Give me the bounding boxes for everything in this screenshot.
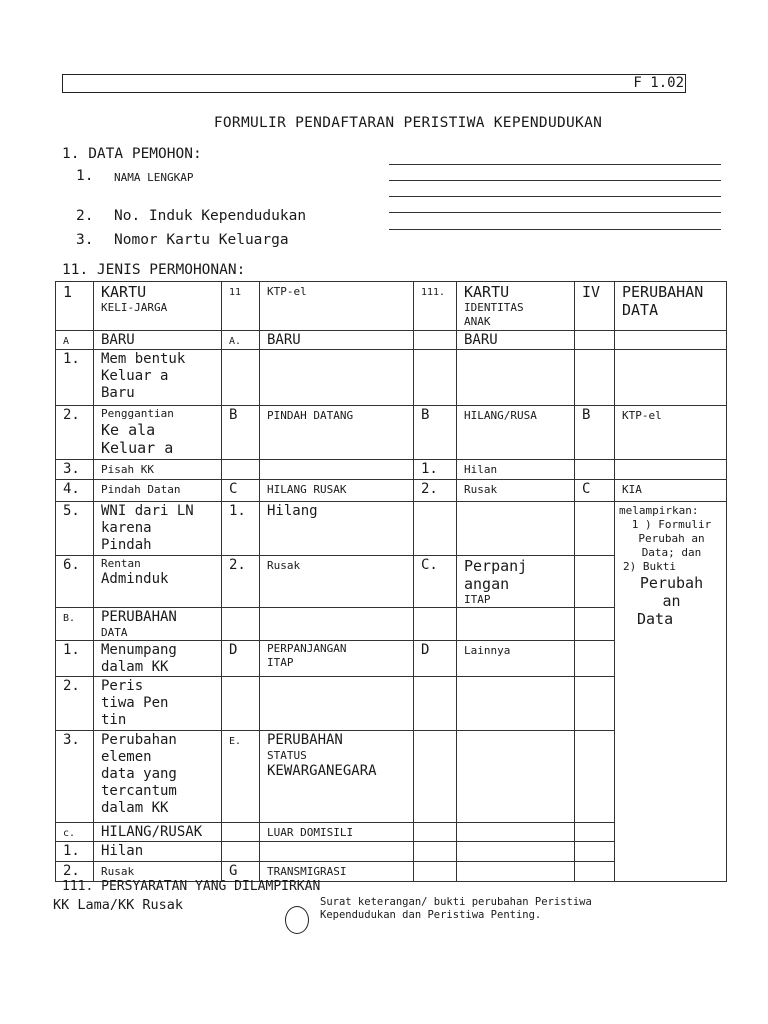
- ktp-kewarganegaraan-label: KEWARGANEGARA: [267, 763, 377, 779]
- kk-option-menumpang[interactable]: Menumpang dalam KK: [94, 641, 222, 677]
- row-num: 1.: [56, 350, 94, 406]
- requirement-note-line1: Surat keterangan/ bukti perubahan Peristiwa: [320, 896, 592, 908]
- ktp-option-perpanjangan-itap[interactable]: PERPANJANGAN ITAP: [267, 642, 347, 669]
- ktp-g-marker: G: [222, 862, 260, 882]
- request-type-table: [55, 281, 727, 882]
- note-line: melampirkan:: [619, 504, 699, 517]
- note-line: 2) Bukti: [623, 560, 676, 573]
- col2-num: 11: [229, 287, 242, 298]
- kk-option-pindah-datang[interactable]: Pindah Datan: [101, 483, 181, 496]
- ktp-option-luar-domisili[interactable]: LUAR DOMISILI: [267, 826, 354, 839]
- table-header-row: [56, 282, 727, 331]
- ktp-option-rusak[interactable]: Rusak: [267, 559, 301, 572]
- kk-option-pisah[interactable]: Pisah KK: [101, 463, 154, 476]
- table-row: [56, 480, 727, 502]
- form-code-box: [62, 74, 686, 93]
- field-3-label: Nomor Kartu Keluarga: [114, 232, 289, 248]
- row-num: 2.: [56, 406, 94, 460]
- data-change-note: [615, 502, 727, 882]
- requirement-kk-lama: KK Lama/KK Rusak: [53, 897, 184, 913]
- kia-b-marker: B: [414, 406, 457, 460]
- kia-option-hilang-rusak[interactable]: HILANG/RUSA: [464, 409, 537, 422]
- ktp-option-transmigrasi[interactable]: TRANSMIGRASI: [267, 865, 347, 878]
- row-num: 4.: [56, 480, 94, 502]
- field-2-label: No. Induk Kependudukan: [114, 208, 307, 224]
- kk-option-rentan[interactable]: Adminduk: [101, 571, 169, 587]
- ktp-a-marker: A.: [229, 336, 242, 347]
- row-num: 2.: [222, 556, 260, 608]
- ktp-b-marker: B: [222, 406, 260, 460]
- requirement-note-line2: Kependudukan dan Peristiwa Penting.: [320, 909, 542, 921]
- kia-option-lainnya[interactable]: Lainnya: [464, 644, 511, 657]
- kk-option-new-family[interactable]: Mem bentuk Keluar a Baru: [94, 350, 222, 406]
- form-title: FORMULIR PENDAFTARAN PERISTIWA KEPENDUDUKAN: [213, 115, 603, 131]
- row-num: 5.: [56, 502, 94, 556]
- row-num: 1.: [56, 641, 94, 677]
- row-a-marker: A: [63, 336, 70, 347]
- ktp-option-perubahan-status[interactable]: PERUBAHAN: [267, 732, 343, 748]
- col3-sub2: ANAK: [464, 315, 491, 328]
- row-c-marker: c.: [63, 828, 76, 839]
- kk-option-wni[interactable]: WNI dari LN karena Pindah: [94, 502, 222, 556]
- data-b-marker: B: [575, 406, 615, 460]
- kia-option-rusak[interactable]: Rusak: [464, 483, 498, 496]
- data-option-kia[interactable]: KIA: [622, 483, 642, 496]
- row-num: 3.: [56, 460, 94, 480]
- kia-option-itap: ITAP: [464, 593, 491, 606]
- kk-option-rentan-small: Rentan: [101, 557, 141, 570]
- note-line: Perubah an: [638, 532, 705, 545]
- kia-baru-cell[interactable]: BARU: [457, 331, 575, 350]
- ktp-d-marker: D: [222, 641, 260, 677]
- checkbox-circle[interactable]: [285, 906, 309, 934]
- section1-heading: 1. DATA PEMOHON:: [62, 146, 202, 162]
- data-c-marker: C: [575, 480, 615, 502]
- table-row: [56, 460, 727, 480]
- field-1-num: 1.: [76, 168, 94, 184]
- col1-title: KARTU: [101, 283, 147, 301]
- kk-option-replacement-small: Penggantian: [101, 407, 174, 420]
- note-line: an: [662, 592, 681, 610]
- field-1-label: NAMA LENGKAP: [114, 171, 194, 184]
- kk-option-peristiwa-penting[interactable]: Peris tiwa Pen tin: [94, 677, 222, 731]
- kia-d-marker: D: [414, 641, 457, 677]
- ktp-e-marker: E.: [229, 736, 242, 747]
- col3-num: 111.: [421, 287, 446, 298]
- col1-num: 1: [63, 283, 73, 301]
- note-line: 1 ) Formulir: [631, 518, 712, 531]
- kia-option-hilang[interactable]: Hilan: [464, 463, 498, 476]
- row-num: 3.: [56, 731, 94, 823]
- ktp-c-marker: C: [222, 480, 260, 502]
- kk-baru-cell[interactable]: BARU: [94, 331, 222, 350]
- row-num: 6.: [56, 556, 94, 608]
- kk-option-replacement[interactable]: Ke ala Keluar a: [101, 421, 174, 457]
- kk-perubahan-sub: DATA: [101, 626, 128, 639]
- row-num: 1.: [222, 502, 260, 556]
- field-3-num: 3.: [76, 232, 94, 248]
- col3-sub1: IDENTITAS: [464, 301, 524, 314]
- ktp-status-label: STATUS: [267, 749, 307, 762]
- table-row: [56, 350, 727, 406]
- table-row: [56, 406, 727, 460]
- row-num: 1.: [414, 460, 457, 480]
- kk-option-hilang[interactable]: Hilan: [94, 842, 222, 862]
- kk-perubahan-heading: PERUBAHAN: [101, 609, 177, 625]
- field-2-num: 2.: [76, 208, 94, 224]
- section3-heading: 111. PERSYARATAN YANG DILAMPIRKAN: [62, 879, 321, 894]
- form-code: F 1.02: [633, 75, 684, 91]
- ktp-option-hilang-rusak[interactable]: HILANG RUSAK: [267, 483, 347, 496]
- table-row: [56, 331, 727, 350]
- kia-c-marker: C.: [414, 556, 457, 608]
- table-row: [56, 502, 727, 556]
- col2-title: KTP-el: [267, 285, 307, 298]
- ktp-option-pindah-datang[interactable]: PINDAH DATANG: [267, 409, 354, 422]
- note-line: Data; dan: [641, 546, 702, 559]
- col3-title: KARTU: [464, 283, 510, 301]
- data-option-ktp[interactable]: KTP-el: [622, 409, 662, 422]
- col4-title-2: DATA: [622, 301, 659, 319]
- ktp-baru-cell[interactable]: BARU: [260, 331, 414, 350]
- col4-title-1: PERUBAHAN: [622, 283, 704, 301]
- row-num: 2.: [56, 677, 94, 731]
- ktp-option-hilang[interactable]: Hilang: [260, 502, 414, 556]
- row-num: 1.: [56, 842, 94, 862]
- section2-heading: 11. JENIS PERMOHONAN:: [62, 262, 246, 278]
- col1-sub: KELI-JARGA: [101, 301, 168, 314]
- kk-hilang-rusak-heading: HILANG/RUSAK: [94, 823, 222, 842]
- row-b-marker: B.: [63, 613, 76, 624]
- col4-num: IV: [582, 283, 601, 301]
- row-num: 2.: [414, 480, 457, 502]
- kk-option-rusak[interactable]: Rusak: [101, 865, 135, 878]
- note-line: Perubah: [639, 574, 704, 592]
- note-line: Data: [637, 610, 674, 628]
- kia-option-perpanjangan[interactable]: Perpanj angan: [464, 557, 528, 593]
- name-entry-lines[interactable]: [389, 164, 721, 230]
- row-num: 2.: [56, 862, 94, 882]
- kk-option-perubahan-elemen[interactable]: Perubahan elemen data yang tercantum dalam KK: [94, 731, 222, 823]
